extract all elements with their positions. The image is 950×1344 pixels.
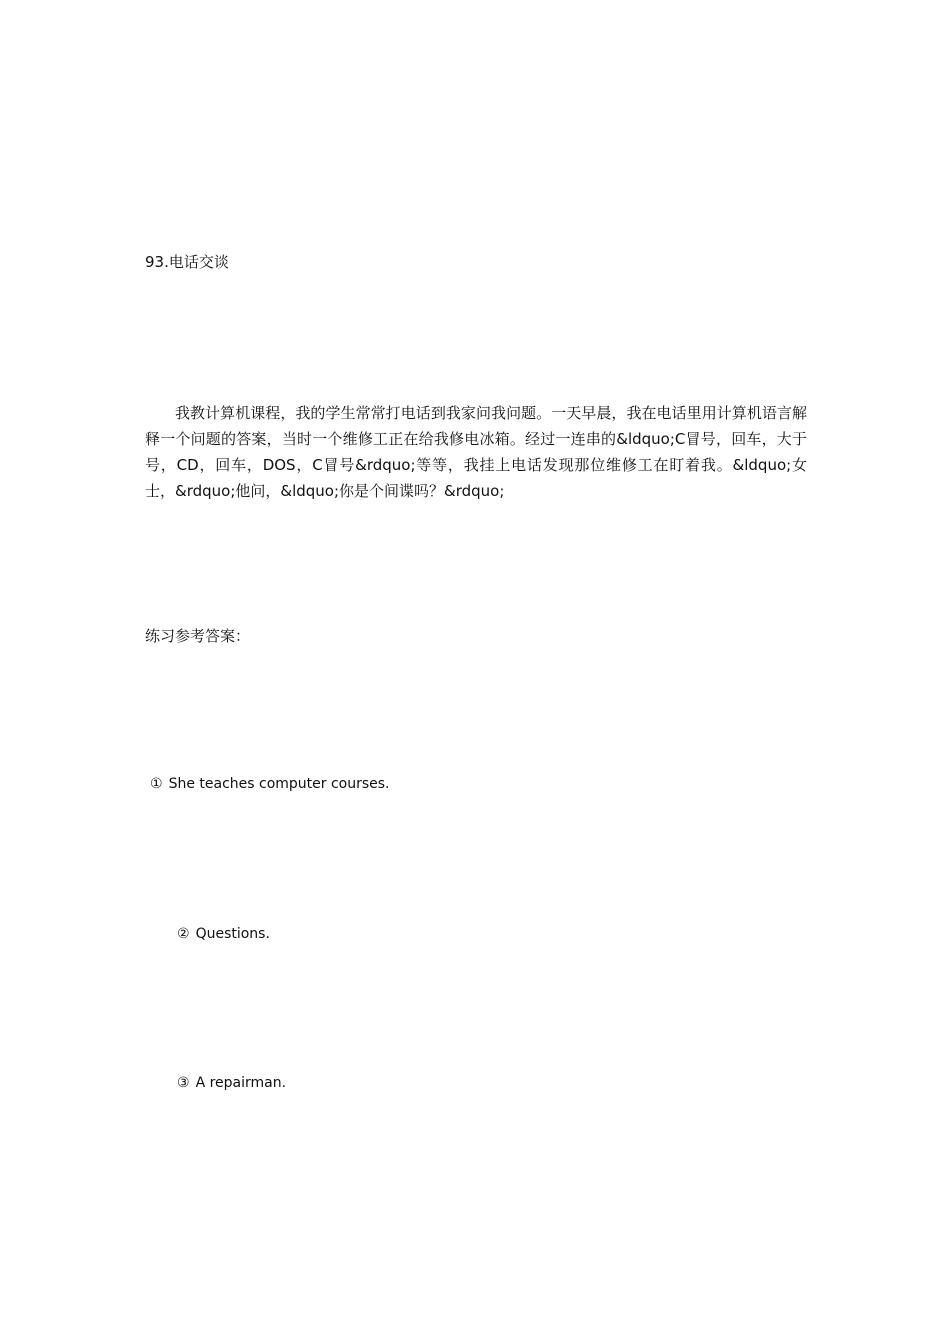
answer-number: ② — [177, 926, 190, 942]
answer-number: ① — [150, 776, 163, 792]
answer-text: Questions. — [195, 926, 270, 942]
answer-item-1 — [150, 773, 390, 795]
answer-item-3 — [177, 1072, 286, 1094]
answer-number: ③ — [177, 1075, 190, 1091]
answers-heading: 练习参考答案： — [145, 627, 251, 645]
answer-text: She teaches computer courses. — [168, 776, 390, 792]
answer-text: A repairman. — [195, 1075, 287, 1091]
answer-item-2 — [177, 923, 270, 945]
document-title: 93.电话交谈 — [145, 253, 229, 271]
story-paragraph: 我教计算机课程，我的学生常常打电话到我家问我问题。一天早晨，我在电话里用计算机语言解释一个问题的答案，当时一个维修工正在给我修电冰箱。经过一连串的&ldquo;C冒号，回车，大于号，CD，回车，DOS，C冒号&rdquo;等等，我挂上电话发现那位维修工在盯着我。&ldquo;女士，&rdquo;他问，&ldquo;你是个间谍吗？&rdquo; — [145, 404, 807, 500]
